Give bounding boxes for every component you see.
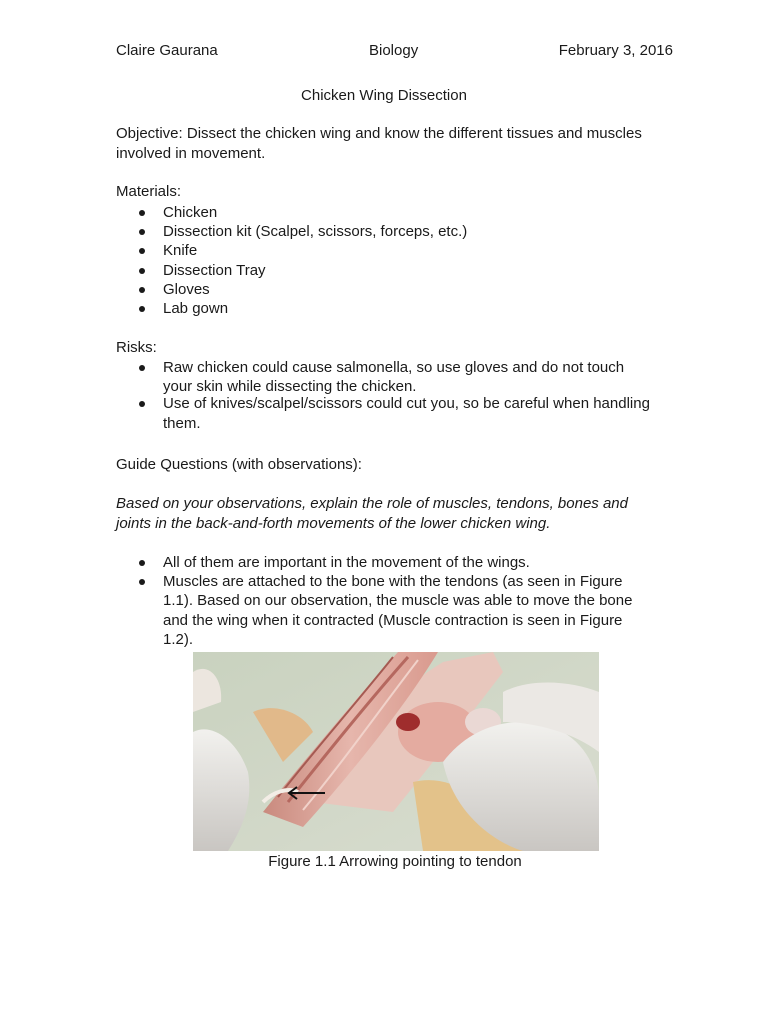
- document-header: [116, 41, 676, 61]
- guide-question-prompt: Based on your observations, explain the role of muscles, tendons, bones and joints in the back-and-forth movements of the lower chicken wing.: [116, 495, 628, 532]
- list-item: Knife: [116, 241, 656, 260]
- list-item: Dissection Tray: [116, 261, 656, 280]
- list-item: All of them are important in the movement of the wings.: [116, 553, 656, 572]
- materials-list: [116, 203, 656, 318]
- risks-list: [116, 358, 656, 433]
- materials-heading: Materials:: [116, 183, 182, 200]
- list-item: Dissection kit (Scalpel, scissors, forceps, etc.): [116, 222, 656, 241]
- guide-questions-heading: Guide Questions (with observations):: [116, 456, 362, 473]
- list-item: Raw chicken could cause salmonella, so use gloves and do not touch your skin while dissecting the chicken.: [116, 358, 656, 396]
- list-item: Gloves: [116, 280, 656, 299]
- list-item: Muscles are attached to the bone with the tendons (as seen in Figure 1.1). Based on our observation, the muscle was able to move the bone and the wing when it contracted (Muscle contraction is seen in Figure 1.2).: [116, 572, 656, 649]
- answers-list: [116, 553, 656, 649]
- date: February 3, 2016: [558, 42, 673, 59]
- dissection-photo: [193, 652, 599, 851]
- author-name: Claire Gaurana: [116, 42, 218, 59]
- list-item: Chicken: [116, 203, 656, 222]
- figure-caption: Figure 1.1 Arrowing pointing to tendon: [268, 853, 522, 870]
- objective-paragraph: Objective: Dissect the chicken wing and know the different tissues and muscles involved in movement.: [116, 125, 642, 162]
- risks-heading: Risks:: [116, 339, 157, 356]
- document-title: Chicken Wing Dissection: [301, 87, 467, 104]
- list-item: Use of knives/scalpel/scissors could cut you, so be careful when handling them.: [116, 394, 656, 432]
- list-item: Lab gown: [116, 299, 656, 318]
- subject: Biology: [369, 42, 419, 59]
